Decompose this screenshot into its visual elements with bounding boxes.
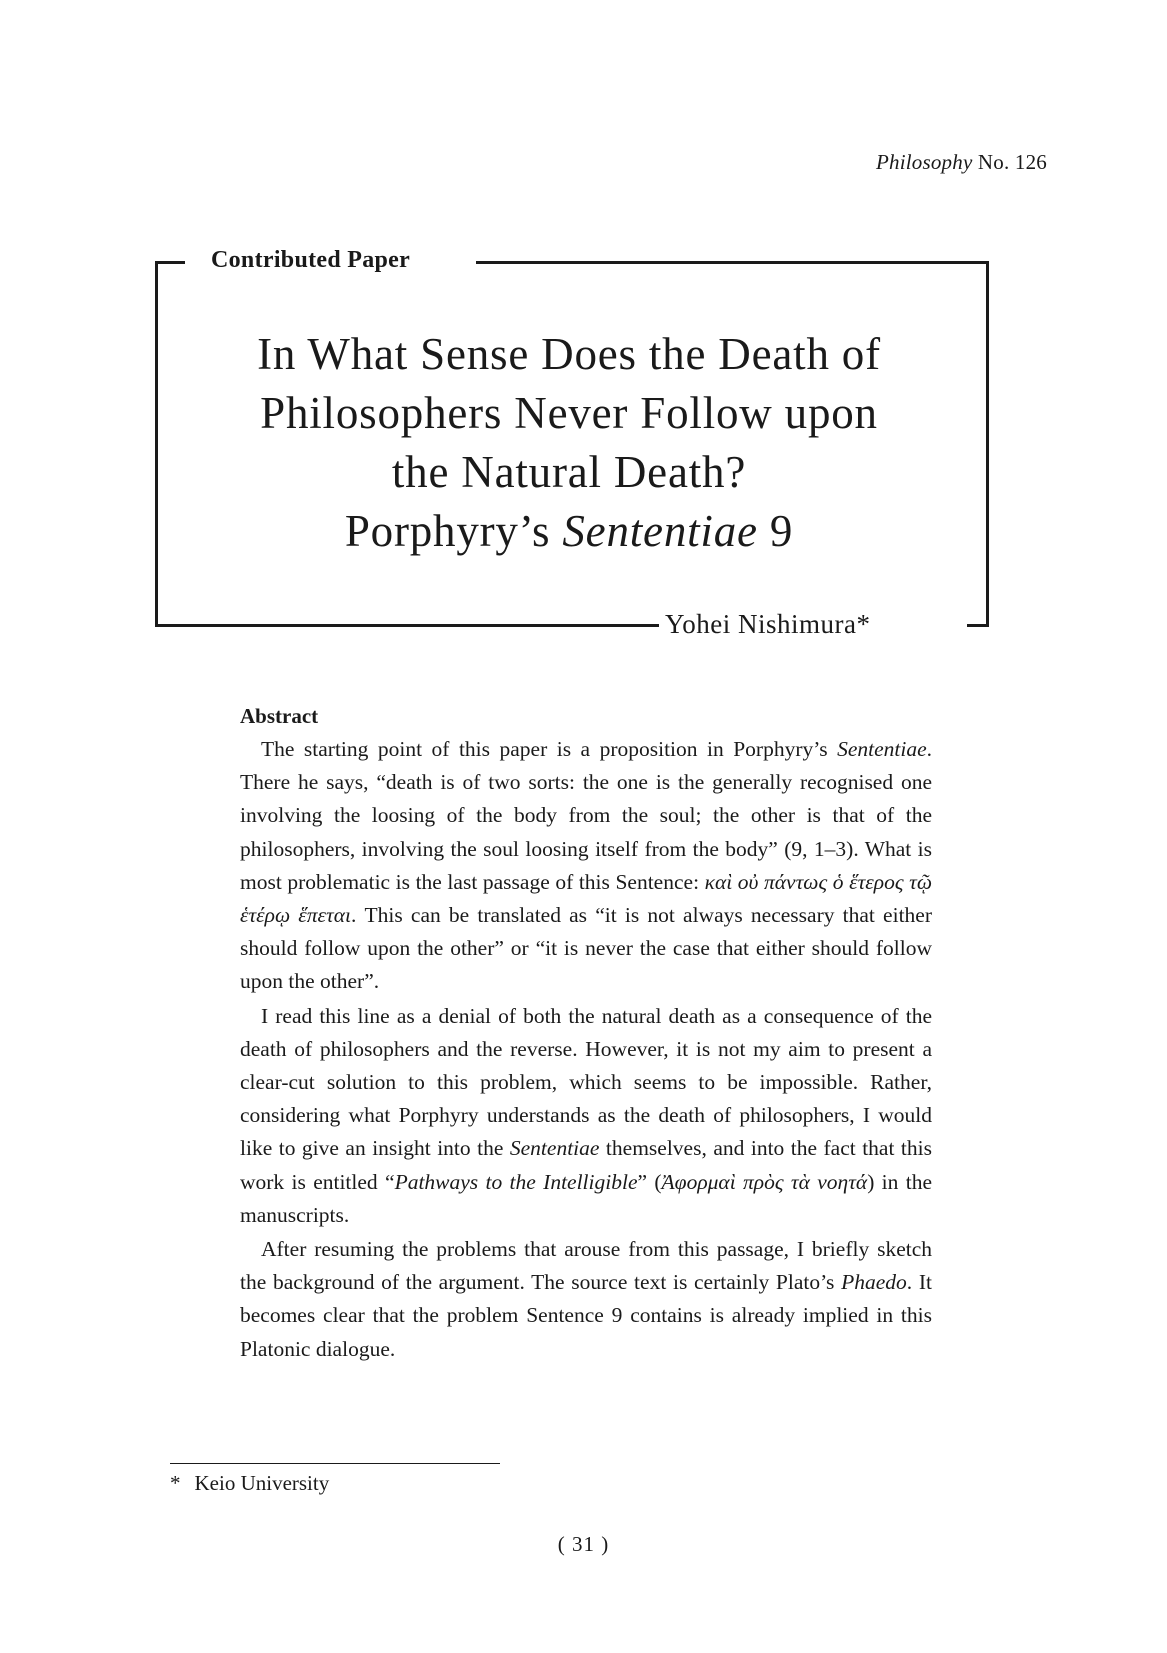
journal-header [876,150,1047,175]
abstract-paragraph-1 [240,733,932,999]
frame-rule-bottom-left [155,624,659,627]
title-line-4-prefix: Porphyry’s [344,506,563,556]
abstract-text: . It becomes clear that the problem Sentence 9 contains is already implied in this Platonic dialogue. [240,1270,932,1361]
abstract-greek-text: Ἀφορμαὶ πρὸς τὰ νοητά [661,1169,868,1194]
abstract-text: ” ( [637,1169,662,1194]
abstract-paragraph-3 [240,1233,932,1366]
abstract-text: I read this line as a denial of both the natural death as a consequence of the death of philosophers and the reverse. However, it is not my aim to present a clear-cut solution to this problem, which seems to be impossible. Rather, considering what Porphyry understands as the death of philosophers, I would like to give an insight into the [240,1003,932,1161]
author-name: Yohei Nishimura* [665,609,871,639]
frame-rule-top-right [476,261,989,264]
abstract-italic-text: Phaedo [841,1270,907,1295]
journal-issue: No. 126 [977,150,1047,174]
title-line-3: the Natural Death? [391,447,747,497]
title-line-4-suffix: 9 [757,506,794,556]
page-number: ( 31 ) [557,1532,610,1556]
abstract-italic-text: Sententiae [509,1136,600,1161]
frame-rule-bottom-right [967,624,989,627]
footnote-text: Keio University [194,1471,330,1495]
journal-name: Philosophy [875,150,973,174]
paper-type-label: Contributed Paper [211,247,411,273]
abstract-greek-text: καὶ οὐ πάντως ὁ ἕτερος τῷ ἑτέρῳ ἕπεται [240,869,932,928]
paper-title [160,325,978,561]
abstract-italic-text: Sententiae [837,737,927,761]
title-line-2: Philosophers Never Follow upon [260,388,878,438]
footnote-mark: * [170,1471,181,1495]
abstract-text: themselves, and into the fact that this work is entitled “ [240,1136,932,1194]
footnote [170,1471,329,1496]
title-line-4 [160,502,978,561]
abstract-paragraph-2 [240,1000,932,1232]
abstract-text: . This can be translated as “it is not always necessary that either should follow upon the other” or “it is never the case that either should follow upon the other”. [240,903,932,994]
abstract-text: After resuming the problems that arouse from this passage, I briefly sketch the background of the argument. The source text is certainly Plato’s [240,1237,932,1295]
abstract-section [240,700,932,1366]
frame-rule-top-left [155,261,185,264]
abstract-heading: Abstract [240,704,319,728]
abstract-text: . There he says, “death is of two sorts: the one is the generally recognised one involving the loosing of the body from the soul; the other is that of the philosophers, involving the soul loosing itself from the body” (9, 1–3). What is most problematic is the last passage of this Sentence: [240,737,932,894]
abstract-text: ) in the manuscripts. [240,1169,933,1227]
abstract-text: The starting point of this paper is a proposition in Porphyry’s [261,737,838,761]
footnote-rule [170,1463,500,1464]
title-line-1: In What Sense Does the Death of [257,329,881,379]
abstract-italic-text: Pathways to the Intelligible [394,1169,638,1194]
title-line-4-italic: Sententiae [562,506,758,556]
